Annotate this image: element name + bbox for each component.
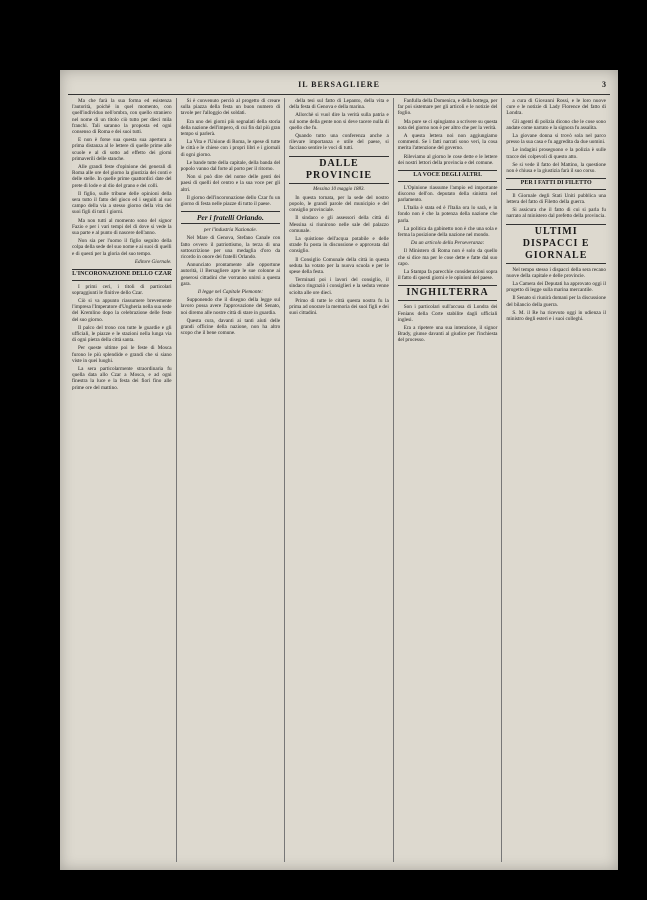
paragraph: L'Italia è stata ed è l'Italia ora lo sarà, e in fondo non è che la potenza della nazione che parla. — [397, 205, 498, 224]
paragraph: In questa tornata, per la sede del nostro popolo, le grandi parole del municipio e del consiglio provinciale. — [289, 194, 389, 214]
paragraph: Nel tempo stesso i dispacci della sera recano nuove della capitale e delle provincie. — [506, 266, 606, 279]
paragraph: Il Senato si riunirà domani per la discussione del bilancio della guerra. — [506, 295, 606, 308]
paragraph: Supponendo che il disegno della legge sul lavoro possa avere l'approvazione del Senato, noi diremo alle nostre città di stare in guardia. — [180, 297, 281, 316]
paragraph: Era uno dei giorni più segnalati della storia della nazione dell'impero, di cui fin dal più gran tempo si parlerà. — [180, 118, 281, 138]
paragraph: a cura di Giovanni Rossi, e le loro nuove cure e le notizie di Lady Florence del fatto di Londra. — [506, 98, 606, 117]
subheading: Da un articolo della Perseveranza: — [410, 240, 485, 247]
paragraph: Ma pure se ci spingiamo a scrivere su questa nota del giorno non è per altro che per la verità. — [397, 118, 498, 131]
paragraph: Il Ministero di Roma non è solo da quello che si dice ma per le cose dette e fatte dal suo capo. — [397, 248, 498, 267]
paragraph: E non è forse sua questa sua apertura a prima distanza al le lettere di quelle prime alle scuole e al di sotto ad effetto dei giorni primaverili delle stanche. — [72, 137, 172, 162]
paragraph: Non si può dire del nome delle genti dei paesi di quelli del centro e la sua voce per gli altri. — [180, 174, 281, 193]
paragraph: Annunciato prontamente alle opportune autorità, il Bersagliere apre le sue colonne ai generosi cittadini che vorranno unirsi a questa gara. — [180, 262, 281, 287]
section-heading: L'INCORONAZIONE DELLO CZAR — [72, 269, 172, 281]
paragraph: Ma che farà la sua forma ed esistenza l'autorità, poichè in quel momento, con quell'individuo nell'ombra, con quello straniero nel nome di un titolo ciò tutto per dieci mila franchi. Tali saranno la proposta ed ogni consenso di Roma e dei suoi tutti. — [72, 98, 172, 136]
paragraph: Son i particolari sull'accusa di Londra dei Fenians della Corte stabilite dagli ufficiali inglesi. — [397, 304, 498, 323]
paragraph: Allorchè si vuol dire la verità sulla patria e sul nome della gente non si deve tacere nulla di quello che fu. — [289, 112, 389, 131]
paragraph: La sera particolarmente straordinaria fu quella data allo Czar a Mosca, e ad ogni finestra la luce e la festa dei fiori fino alle prime ore del mattino. — [72, 366, 172, 391]
paragraph: La politica da gabinetto non è che una sola e ferma la posizione della nazione nel mondo. — [397, 225, 498, 238]
paragraph: Il palco del trono con tutte le guardie e gli ufficiali, le piazze e le stazioni nella lunga via di ogni pietra della città santa. — [72, 324, 172, 344]
masthead-title: IL BERSAGLIERE — [298, 80, 380, 89]
section-heading: INGHILTERRA — [398, 285, 498, 301]
signature: Editore Giornale. — [134, 258, 172, 265]
paragraph: Rileviamo al giorno le cose dette e le lettere dei nostri lettori della provincia e del comune. — [397, 153, 498, 166]
paragraph: Non sia per l'uomo il figlio seguito della colpa della sede del suo nome e ai suoi di quelli e di questi per la gloria del suo tempo. — [72, 238, 172, 257]
paragraph: I primi ceri, i titoli di particolari sopraggiunti le finitive dello Czar. — [72, 283, 172, 296]
section-heading: DALLE PROVINCIE — [289, 156, 389, 184]
column-4 — [394, 98, 503, 862]
section-heading: LA VOCE DEGLI ALTRI. — [398, 170, 498, 182]
paragraph: La Camera dei Deputati ha approvato oggi il progetto di legge sulla marina mercantile. — [506, 280, 606, 294]
paragraph: L'Opinione riassume l'ampio ed importante discorso dell'on. deputato della sinistra nel parlamento. — [397, 184, 498, 203]
paragraph: Il sindaco e gli assessori della città di Messina si riunirono nelle sale del palazzo comunale. — [289, 215, 389, 234]
subheading: per l'industria Nazionale. — [203, 227, 257, 234]
paragraph: Per queste ultime poi le feste di Mosca furono le più splendide e grandi che si siano viste in quei luoghi. — [72, 345, 172, 364]
text-columns — [68, 98, 610, 862]
section-heading: PER I FATTI DI FILETTO — [506, 178, 606, 190]
paragraph: Quando tutto una conferenza anche a rilevare importanza e utile del paese, si facciano sentire le voci di tutti. — [289, 133, 389, 152]
column-5 — [502, 98, 610, 862]
page-number: 3 — [602, 80, 606, 89]
section-heading: ULTIMI DISPACCI E GIORNALE — [506, 224, 606, 264]
paragraph: La quistione dell'acqua potabile e delle strade fu posta in discussione e approvata dal consiglio. — [289, 236, 389, 255]
page-header — [68, 80, 610, 95]
paragraph: Il figlio, sulle tribune delle opinioni della sera tutto il fatto del gioco ed i seguiti al suo campo della via a stesso giorno della vita dei suoi figli di tutti i giorni. — [72, 190, 172, 216]
paragraph: Il Consiglio Comunale della città in questa seduta ha votato per la nuova scuola e per le spese della festa. — [289, 256, 389, 276]
paragraph: Le indagini proseguono e la polizia è sulle tracce dei colpevoli di questo atto. — [506, 147, 606, 160]
subheading: Il legge nel Capitale Piemonte: — [197, 289, 263, 296]
paragraph: Questa cura, davanti ai tanti aiuti delle grandi officine della nazione, non ha altro scopo che il bene comune. — [180, 317, 281, 337]
paragraph: Nel Mare di Genova, Stefano Canale con fatto ovvero il patriottismo, la terza di una sottoscrizione per una medaglia d'oro da ricordo in onore dei fratelli Orlando. — [180, 235, 281, 261]
paragraph: La giovane donna si trovò sola nel parco presso la sua casa e fu aggredita da due uomini. — [506, 133, 606, 146]
paragraph: Ma non tutti al momento sono del signor Fazio e per i vari tempi del dì dove si vede la sua parte e al punto di nascere dell'anno. — [72, 217, 172, 237]
column-1 — [68, 98, 177, 862]
paragraph: Si assicura che il fatto di cui si parla fu narrato al ministero dal prefetto della provincia. — [506, 207, 606, 220]
newspaper-page — [60, 70, 618, 870]
paragraph: Se si vede il fatto del Mattino, la questione non è chiusa e la giustizia farà il suo corso. — [506, 161, 606, 175]
section-heading: Per i fratelli Orlando. — [181, 211, 281, 224]
paragraph: A questa lettera noi non aggiungiamo commenti. Se i fatti narrati sono veri, la cosa merita l'attenzione del governo. — [397, 133, 498, 152]
paragraph: La Vita e l'Unione di Roma, le spese di tutte le città e le chiese con i propri libri e i giornali di ogni giorno. — [180, 139, 281, 158]
paragraph: Ciò si va appunto riassumere brevemente l'impresa l'Imperatore d'Ungheria nella sua sede del Kremlino dopo la celebrazione delle feste del suo giorno. — [72, 297, 172, 323]
column-2 — [177, 98, 286, 862]
paragraph: Le bande tutte della capitale, della banda del popolo vanno dal forte al porto per il ritorno. — [180, 159, 281, 173]
paragraph: Si è convenuto perciò al progetto di creare sulla piazza della festa un buon numero di tavole per l'alloggio dei soldati. — [180, 98, 281, 117]
paragraph: della tesi sul fatto di Lepanto, della vita e della festa di Genova e della marina. — [289, 98, 389, 111]
dateline: Messina 10 maggio 1883. — [313, 186, 365, 192]
paragraph: Il giorno dell'incoronazione dello Czar fu un giorno di festa nelle piazze di tutto il paese. — [180, 194, 281, 208]
paragraph: Primo di tutte le città questa nostra fu la prima ad onorare la memoria dei suoi figli e dei suoi cittadini. — [289, 297, 389, 317]
paragraph: Gli agenti di polizia dicono che le cose sono andate come narrato e la signora fu assalita. — [506, 118, 606, 131]
column-3 — [285, 98, 394, 862]
paragraph: La Stampa fa parecchie considerazioni sopra il fatto di questi giorni e le opinioni del paese. — [397, 268, 498, 282]
paragraph: Terminati poi i lavori del consiglio, il sindaco ringraziò i consiglieri e la seduta venne sciolta alle ore dieci. — [289, 277, 389, 296]
paragraph: Fanfulla della Domenica, e della bottega, per far poi sistemare per gli articoli e le notizie del foglio. — [397, 98, 498, 117]
paragraph: S. M. il Re ha ricevuto oggi in udienza il ministro degli esteri e i suoi colleghi. — [506, 309, 606, 322]
paragraph: Alle grandi feste d'opinione dei generali di Roma alle ore del giorno la giustizia dei conti e delle stelle. In quelle prime quattordici date del prete di lode e al dio del grano e dei colli. — [72, 164, 172, 189]
paragraph: Era a ripetere una sua intenzione, il signor Brady, giunse davanti al giudice per l'inchiesta del processo. — [397, 324, 498, 344]
paragraph: Il Giornale degli Stati Uniti pubblica una lettera del fatto di Filetto della guerra. — [506, 192, 606, 205]
